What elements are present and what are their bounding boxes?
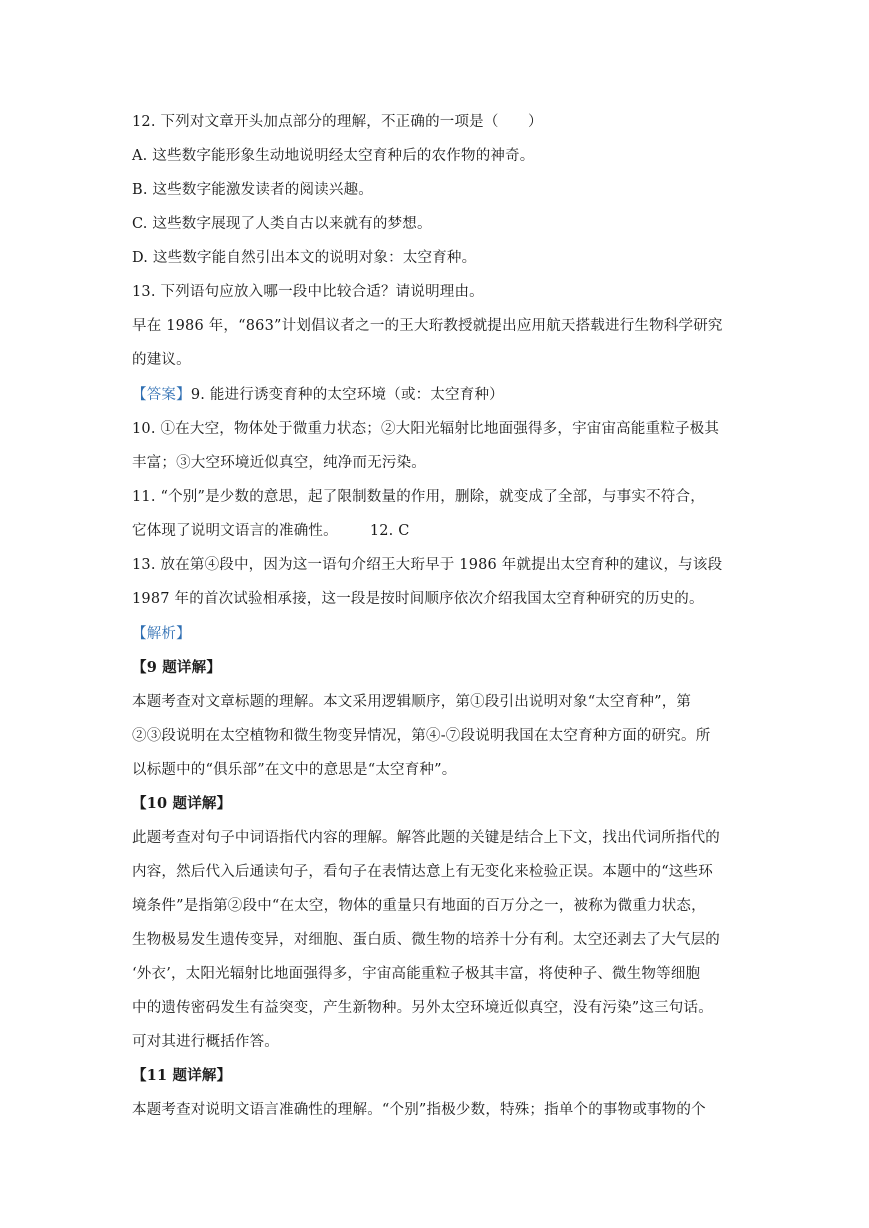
quote-line-1: 早在 1986 年，“863”计划倡议者之一的王大珩教授就提出应用航天搭载进行生物科学研究 xyxy=(132,318,723,334)
answer-9-text: 9. 能进行诱变育种的太空环境（或：太空育种） xyxy=(190,387,504,403)
detail-9-line-2: ②③段说明在太空植物和微生物变异情况，第④-⑦段说明我国在太空育种方面的研究。所 xyxy=(132,728,711,744)
answer-10-line-2: 丰富；③大空环境近似真空，纯净而无污染。 xyxy=(132,455,426,471)
option-b: B. 这些数字能激发读者的阅读兴趣。 xyxy=(132,182,373,198)
answer-11-line-1: 11. “个别”是少数的意思，起了限制数量的作用，删除，就变成了全部，与事实不符合， xyxy=(132,489,705,505)
detail-11-line-1: 本题考查对说明文语言准确性的理解。“个别”指极少数，特殊；指单个的事物或事物的个 xyxy=(132,1102,706,1118)
question-13: 13. 下列语句应放入哪一段中比较合适？请说明理由。 xyxy=(132,284,484,300)
answer-9 xyxy=(132,385,742,405)
quote-line-2: 的建议。 xyxy=(132,352,191,368)
detail-10-line-4: 生物极易发生遗传变异，对细胞、蛋白质、微生物的培养十分有利。太空还剥去了大气层的 xyxy=(132,932,720,948)
answer-11-line-2 xyxy=(132,521,742,541)
detail-10-line-6: 中的遗传密码发生有益突变，产生新物种。另外太空环境近似真空，没有污染”这三句话。 xyxy=(132,1000,713,1016)
detail-10-line-3: 境条件”是指第②段中“在太空，物体的重量只有地面的百万分之一，被称为微重力状态， xyxy=(132,898,706,914)
detail-11-heading: 【11 题详解】 xyxy=(132,1067,232,1084)
answer-13-line-2: 1987 年的首次试验相承接，这一段是按时间顺序依次介绍我国太空育种研究的历史的。 xyxy=(132,591,704,607)
question-12: 12. 下列对文章开头加点部分的理解，不正确的一项是（ ） xyxy=(132,114,543,130)
analysis-heading: 【解析】 xyxy=(132,626,191,642)
detail-9-line-1: 本题考查对文章标题的理解。本文采用逻辑顺序，第①段引出说明对象“太空育种”，第 xyxy=(132,694,692,710)
answer-tag: 【答案】 xyxy=(132,387,191,403)
answer-12: 12. C xyxy=(369,523,410,539)
option-a: A. 这些数字能形象生动地说明经太空育种后的农作物的神奇。 xyxy=(132,148,535,164)
answer-11-text: 它体现了说明文语言的准确性。 xyxy=(132,523,338,539)
option-c: C. 这些数字展现了人类自古以来就有的梦想。 xyxy=(132,216,432,232)
detail-10-line-2: 内容，然后代入后通读句子，看句子在表情达意上有无变化来检验正误。本题中的“这些环 xyxy=(132,864,713,880)
detail-10-heading: 【10 题详解】 xyxy=(132,795,232,812)
detail-9-line-3: 以标题中的“俱乐部”在文中的意思是“太空育种”。 xyxy=(132,762,457,778)
detail-10-line-5: ‘外衣’，太阳光辐射比地面强得多，宇宙高能重粒子极其丰富，将使种子、微生物等细胞 xyxy=(132,966,701,982)
answer-10-line-1: 10. ①在大空，物体处于微重力状态；②大阳光辐射比地面强得多，宇宙宙高能重粒子极其 xyxy=(132,421,720,437)
detail-10-line-7: 可对其进行概括作答。 xyxy=(132,1034,279,1050)
detail-9-heading: 【9 题详解】 xyxy=(132,659,222,676)
detail-10-line-1: 此题考查对句子中词语指代内容的理解。解答此题的关键是结合上下文，找出代词所指代的 xyxy=(132,830,720,846)
option-d: D. 这些数字能自然引出本文的说明对象：太空育种。 xyxy=(132,250,477,266)
answer-13-line-1: 13. 放在第④段中，因为这一语句介绍王大珩早于 1986 年就提出太空育种的建议，与该段 xyxy=(132,557,723,573)
